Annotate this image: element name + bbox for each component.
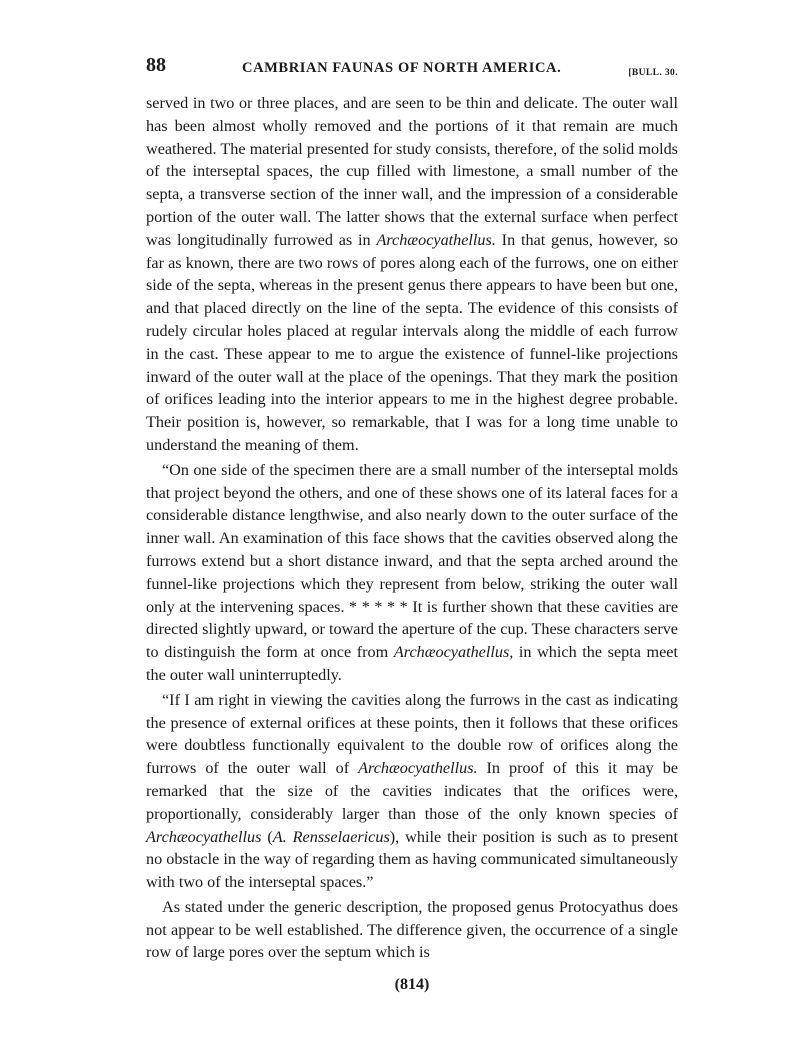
page-header — [146, 54, 678, 84]
species-name: A. Rensselaericus — [272, 827, 390, 846]
genus-name: Archæocyathellus — [146, 827, 262, 846]
paragraph-quote-specimen: “On one side of the specimen there are a small number of the interseptal molds that project beyond the others, and one of these shows one of its lateral faces for a considerable distance lengthwise, and also nearly down to the outer surface of the inner wall. An examination of this face shows that the cavities observed along the furrows extend but a short distance inward, and that the septa arched around the funnel-like projections which they represent from below, striking the outer wall only at the intervening spaces. * * * * * It is further shown that these cavities are directed slightly upward, or toward the aperture of the cup. These characters serve to distinguish the form at once from Archæocyathellus, in which the septa meet the outer wall uninterruptedly. — [146, 460, 678, 684]
paragraph-continued: served in two or three places, and are seen to be thin and delicate. The outer wall has been almost wholly removed and the portions of it that remain are much weathered. The material presented for study consists, therefore, of the solid molds of the interseptal spaces, the cup filled with limestone, a small number of the septa, a transverse section of the inner wall, and the impression of a considerable portion of the outer wall. The latter shows that the external surface when perfect was longitudinally furrowed as in Archæocyathellus. In that genus, however, so far as known, there are two rows of pores along each of the furrows, one on either side of the septa, whereas in the present genus there appears to have been but one, and that placed directly on the line of the septa. The evidence of this consists of rudely circular holes placed at regular intervals along the middle of each furrow in the cast. These appear to me to argue the existence of funnel-like projections inward of the outer wall at the place of the openings. That they mark the position of orifices leading into the interior appears to me in the highest degree probable. Their position is, however, so remarkable, that I was for a long time unable to understand the meaning of them. — [146, 94, 678, 454]
paragraph-quote-orifices: “If I am right in viewing the cavities along the furrows in the cast as indicating the presence of external orifices at these points, then it follows that these orifices were doubtless functionally equivalent to the double row of orifices along the furrows of the outer wall of Archæocyathellus. In proof of this it may be remarked that the size of the cavities indicates that the orifices were, proportionally, considerably larger than those of the only known species of Archæocyathellus (A. Rensselaericus), while their position is such as to present no obstacle in the way of regarding them as having communicated simultaneously with two of the interseptal spaces.” — [146, 690, 678, 892]
document-page — [146, 54, 678, 993]
page-number: 88 — [146, 54, 166, 76]
genus-name: Archæocyathellus. — [358, 759, 478, 778]
genus-name: Archæocyathellus, — [393, 643, 514, 662]
running-title: CAMBRIAN FAUNAS OF NORTH AMERICA. — [242, 60, 562, 76]
paragraph-protocyathus: As stated under the generic description, the proposed genus Protocyathus does not appear to be well established. The difference given, the occurrence of a single row of large pores over the septum which is — [146, 897, 678, 962]
genus-name: Archæocyathellus. — [376, 230, 496, 249]
bulletin-reference: [BULL. 30. — [628, 68, 678, 78]
folio-number: (814) — [394, 976, 430, 993]
